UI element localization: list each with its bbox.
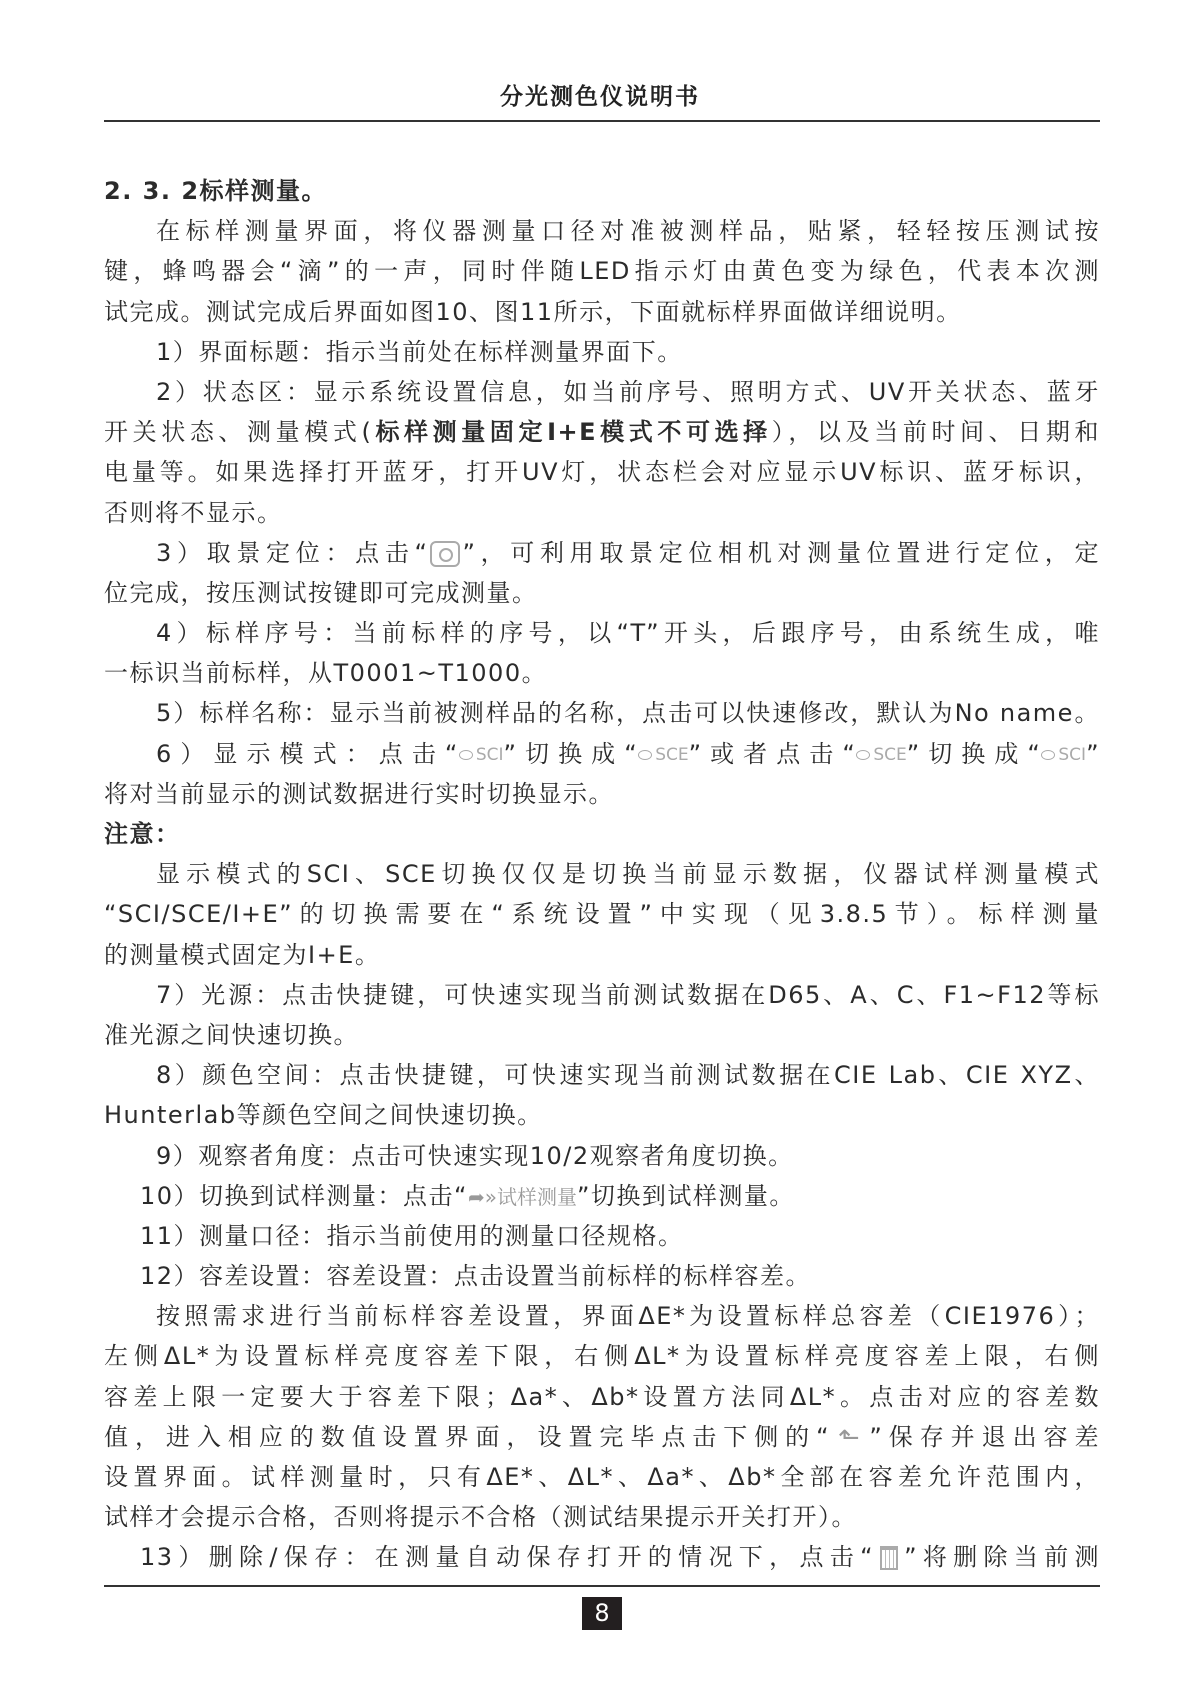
- text: ”切换到试样测量。: [576, 1181, 795, 1210]
- paragraph-line: 的测量模式固定为I+E。: [104, 940, 381, 969]
- paragraph-line: [104, 412, 1100, 452]
- paragraph-line: 一标识当前标样，从T0001~T1000。: [104, 659, 548, 688]
- text: 3）取景定位：点击“: [156, 538, 429, 567]
- sci-label: SCI: [475, 744, 504, 765]
- list-item: 1）界面标题：指示当前处在标样测量界面下。: [156, 337, 683, 366]
- list-item: 8）颜色空间：点击快捷键，可快速实现当前测试数据在CIE Lab、CIE XYZ、: [156, 1061, 1100, 1090]
- text: ”，可利用取景定位相机对测量位置进行定位，定: [462, 538, 1101, 567]
- list-item: [104, 533, 1100, 573]
- list-item: [104, 1537, 1100, 1577]
- list-item: 12）容差设置：容差设置：点击设置当前标样的标样容差。: [140, 1262, 812, 1291]
- text: 开关状态、测量模式(: [104, 418, 373, 447]
- paragraph-line: [104, 1417, 1100, 1457]
- eye-icon: [459, 750, 473, 760]
- list-item: 4）标样序号：当前标样的序号，以“T”开头，后跟序号，由系统生成，唯: [156, 619, 1100, 648]
- header-divider: [104, 120, 1100, 122]
- paragraph-line: 试样才会提示合格，否则将提示不合格（测试结果提示开关打开）。: [104, 1503, 857, 1532]
- text: 10）切换到试样测量：点击“: [140, 1181, 468, 1210]
- paragraph-line: 显示模式的SCI、SCE切换仅仅是切换当前显示数据，仪器试样测量模式: [156, 860, 1100, 889]
- text: 值，进入相应的数值设置界面，设置完毕点击下侧的“: [104, 1422, 831, 1451]
- bold-text: 标样测量固定I+E模式不可选择: [372, 418, 772, 447]
- list-item: 11）测量口径：指示当前使用的测量口径规格。: [140, 1221, 684, 1250]
- paragraph-line: 位完成，按压测试按键即可完成测量。: [104, 578, 538, 607]
- list-item: 7）光源：点击快捷键，可快速实现当前测试数据在D65、A、C、F1~F12等标: [156, 980, 1100, 1009]
- paragraph-line: “SCI/SCE/I+E”的切换需要在“系统设置”中实现（见3.8.5节）。标样测量: [104, 900, 1100, 929]
- sample-measure-label: 试样测量: [496, 1184, 577, 1209]
- text: ），以及当前时间、日期和: [771, 418, 1100, 447]
- eye-icon: [856, 750, 870, 760]
- page-header-title: 分光测色仪说明书: [500, 84, 700, 110]
- text: ”保存并退出容差: [869, 1422, 1101, 1451]
- eye-icon: [1041, 750, 1055, 760]
- paragraph-line: 在标样测量界面，将仪器测量口径对准被测样品，贴紧，轻轻按压测试按: [156, 217, 1100, 246]
- text: ”: [1086, 739, 1100, 768]
- paragraph-line: 试完成。测试完成后界面如图10、图11所示，下面就标样界面做详细说明。: [104, 297, 962, 326]
- note-heading: 注意：: [104, 820, 181, 848]
- switch-sample-measure-icon: ➦»试样测量: [467, 1184, 577, 1209]
- list-item: [104, 1176, 1100, 1216]
- paragraph-line: 左侧ΔL*为设置标样亮度容差下限，右侧ΔL*为设置标样亮度容差上限，右侧: [104, 1342, 1100, 1371]
- list-item: [104, 734, 1100, 774]
- list-item: 2）状态区：显示系统设置信息，如当前序号、照明方式、UV开关状态、蓝牙: [156, 377, 1100, 406]
- text: ”切换成“: [906, 739, 1042, 768]
- sci-label: SCI: [1058, 744, 1087, 765]
- paragraph-line: 准光源之间快速切换。: [104, 1020, 359, 1049]
- camera-icon: [430, 541, 460, 567]
- trash-icon: [880, 1546, 898, 1570]
- paragraph-line: Hunterlab等颜色空间之间快速切换。: [104, 1101, 543, 1130]
- paragraph-line: 设置界面。试样测量时，只有ΔE*、ΔL*、Δa*、Δb*全部在容差允许范围内，: [104, 1463, 1100, 1491]
- page-number: 8: [582, 1597, 622, 1630]
- list-item: 5）标样名称：显示当前被测样品的名称，点击可以快速修改，默认为No name。: [156, 699, 1100, 728]
- paragraph-line: 否则将不显示。: [104, 498, 283, 527]
- section-heading: 2. 3. 2标样测量。: [104, 177, 328, 205]
- paragraph-line: 容差上限一定要大于容差下限；Δa*、Δb*设置方法同ΔL*。点击对应的容差数: [104, 1382, 1100, 1411]
- document-body: [104, 171, 1100, 1578]
- sce-label: SCE: [655, 744, 689, 765]
- paragraph-line: 将对当前显示的测试数据进行实时切换显示。: [104, 779, 614, 808]
- text: ”或者点击“: [688, 739, 857, 768]
- eye-icon: [638, 750, 652, 760]
- list-item: 9）观察者角度：点击可快速实现10/2观察者角度切换。: [156, 1141, 794, 1170]
- paragraph-line: 电量等。如果选择打开蓝牙，打开UV灯，状态栏会对应显示UV标识、蓝牙标识，: [104, 458, 1100, 487]
- sce-mode-icon: [856, 735, 906, 775]
- paragraph-line: 按照需求进行当前标样容差设置，界面ΔE*为设置标样总容差（CIE1976）；: [156, 1302, 1100, 1331]
- text: ”将删除当前测: [904, 1543, 1100, 1572]
- paragraph-line: 键，蜂鸣器会“滴”的一声，同时伴随LED指示灯由黄色变为绿色，代表本次测: [104, 257, 1100, 286]
- text: ”切换成“: [503, 739, 639, 768]
- text: 13）删除/保存：在测量自动保存打开的情况下，点击“: [140, 1543, 875, 1572]
- sci-mode-icon: [1041, 735, 1086, 775]
- footer-divider: [104, 1585, 1100, 1587]
- back-arrow-icon: ⬑: [838, 1422, 862, 1453]
- text: 6）显示模式：点击“: [156, 739, 459, 768]
- sci-mode-icon: [459, 735, 504, 775]
- sce-label: SCE: [873, 744, 907, 765]
- sce-mode-icon: [638, 735, 688, 775]
